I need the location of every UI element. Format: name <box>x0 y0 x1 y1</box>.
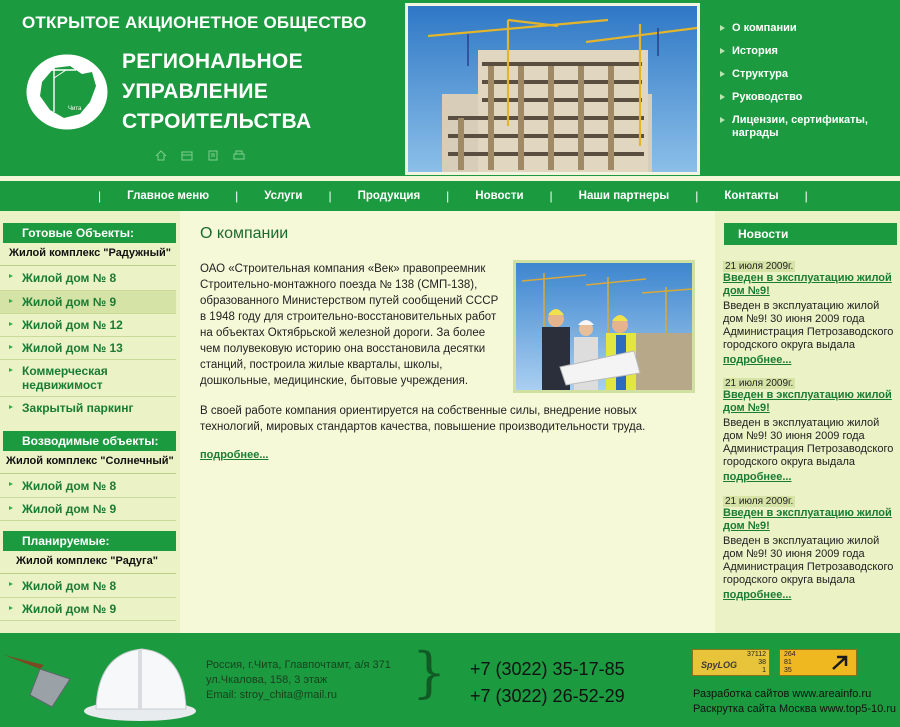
site-footer <box>0 633 900 727</box>
phone-number[interactable]: +7 (3022) 35-17-85 <box>470 659 625 679</box>
phone-number[interactable]: +7 (3022) 26-52-29 <box>470 686 625 706</box>
nav-item-products[interactable]: Продукция <box>357 190 421 202</box>
sitemap-icon[interactable] <box>181 150 193 161</box>
company-name-line: СТРОИТЕЛЬСТВА <box>122 110 312 133</box>
top-menu-item-history[interactable]: История <box>720 45 870 58</box>
news-date: 21 июля 2009г. <box>725 378 794 389</box>
nav-item-services[interactable]: Услуги <box>264 190 303 202</box>
nav-item-contacts[interactable]: Контакты <box>724 190 779 202</box>
sidebar-complex-title[interactable]: Жилой комплекс "Радужный" <box>0 243 176 266</box>
nav-item-main-menu[interactable]: Главное меню <box>127 190 210 202</box>
news-heading: Новости <box>724 223 897 245</box>
logo-caption: Чита <box>68 106 82 112</box>
sidebar-item[interactable]: Жилой дом № 9 <box>0 598 176 621</box>
news-text: Введен в эксплуатацию жилой дом №9! 30 июня 2009 года Администрация Петрозаводского городского округа выдала <box>723 300 894 351</box>
news-read-more-link[interactable]: подробнее... <box>723 471 792 483</box>
news-title-link[interactable]: Введен в эксплуатацию жилой дом №9! <box>723 272 892 297</box>
credit-link[interactable]: Разработка сайтов www.areainfo.ru <box>693 688 872 700</box>
spylog-counter[interactable] <box>692 649 770 676</box>
team-photo <box>513 260 695 393</box>
sidebar-item[interactable]: Жилой дом № 12 <box>0 314 176 337</box>
nav-item-news[interactable]: Новости <box>475 190 524 202</box>
page-title: О компании <box>200 225 289 242</box>
bookmark-icon[interactable] <box>207 150 219 161</box>
counter-value: 264 <box>784 651 796 658</box>
sidebar-section-title: Планируемые: <box>3 531 176 551</box>
sidebar-complex-title[interactable]: Жилой комплекс "Солнечный" <box>0 451 176 474</box>
company-paragraph: В своей работе компания ориентируется на собственные силы, внедрение новых технологий, мировых стандартов качества, повышение производительности труда. <box>200 405 646 433</box>
read-more-link[interactable]: подробнее... <box>200 449 269 461</box>
sidebar-item[interactable]: Жилой дом № 8 <box>0 574 176 598</box>
news-date: 21 июля 2009г. <box>725 261 794 272</box>
company-logo[interactable] <box>24 52 110 132</box>
nav-separator: | <box>549 189 553 203</box>
hero-construction-photo <box>405 3 700 175</box>
news-item <box>723 258 895 366</box>
top-menu-item-about[interactable]: О компании <box>720 22 870 35</box>
news-read-more-link[interactable]: подробнее... <box>723 589 792 601</box>
nav-item-partners[interactable]: Наши партнеры <box>578 190 670 202</box>
nav-separator: | <box>695 189 699 203</box>
news-item <box>723 375 895 483</box>
company-name-line: РЕГИОНАЛЬНОЕ <box>122 50 303 73</box>
main-content <box>180 211 715 633</box>
contact-address <box>206 658 391 703</box>
news-text: Введен в эксплуатацию жилой дом №9! 30 июня 2009 года Администрация Петрозаводского городского округа выдала <box>723 417 894 468</box>
site-header <box>0 0 900 176</box>
counter-value: 35 <box>784 667 792 674</box>
left-sidebar <box>0 211 180 633</box>
company-type: ОТКРЫТОЕ АКЦИОНЕТНОЕ ОБЩЕСТВО <box>22 13 367 32</box>
arrow-icon <box>830 654 850 672</box>
nav-separator: | <box>328 189 332 203</box>
counter-value: 38 <box>758 659 766 666</box>
sidebar-section-title: Возводимые объекты: <box>3 431 176 451</box>
site-credits <box>693 687 896 717</box>
top-menu-item-management[interactable]: Руководство <box>720 91 870 104</box>
credit-link[interactable]: Раскрутка сайта Москва www.top5-10.ru <box>693 703 897 715</box>
top-menu-item-structure[interactable]: Структура <box>720 68 870 81</box>
construction-tools-illustration <box>0 633 200 727</box>
nav-separator: | <box>446 189 450 203</box>
top-menu-item-licenses[interactable]: Лицензии, сертификаты, награды <box>720 114 870 140</box>
nav-separator: | <box>235 189 239 203</box>
sidebar-item[interactable]: Жилой дом № 8 <box>0 474 176 498</box>
top-counter[interactable] <box>779 649 857 676</box>
address-line: ул.Чкалова, 158, 3 этаж <box>206 674 328 686</box>
sidebar-item[interactable]: Закрытый паркинг <box>0 397 176 419</box>
main-nav <box>0 181 900 211</box>
sidebar-item[interactable]: Жилой дом № 13 <box>0 337 176 360</box>
news-title-link[interactable]: Введен в эксплуатацию жилой дом №9! <box>723 507 892 532</box>
counter-value: 1 <box>762 667 766 674</box>
print-icon[interactable] <box>233 150 245 161</box>
sidebar-item[interactable]: Жилой дом № 9 <box>0 498 176 521</box>
email-link[interactable]: Email: stroy_chita@mail.ru <box>206 689 337 701</box>
counter-logo: SpyLOG <box>701 660 738 670</box>
news-title-link[interactable]: Введен в эксплуатацию жилой дом №9! <box>723 389 892 414</box>
address-line: Россия, г.Чита, Главпочтамт, а/я 371 <box>206 659 391 671</box>
sidebar-item[interactable]: Жилой дом № 8 <box>0 266 176 291</box>
company-name-line: УПРАВЛЕНИЕ <box>122 80 269 103</box>
news-date: 21 июля 2009г. <box>725 496 794 507</box>
sidebar-item[interactable]: Коммерческая недвижимост <box>0 360 150 396</box>
sidebar-section-title: Готовые Объекты: <box>3 223 176 243</box>
company-name <box>122 47 311 137</box>
news-text: Введен в эксплуатацию жилой дом №9! 30 июня 2009 года Администрация Петрозаводского городского округа выдала <box>723 535 894 586</box>
brace-decoration: } <box>412 641 447 704</box>
home-icon[interactable] <box>155 150 167 161</box>
top-menu <box>720 22 870 150</box>
sidebar-complex-title[interactable]: Жилой комплекс "Радуга" <box>0 551 176 574</box>
counter-value: 81 <box>784 659 792 666</box>
news-item <box>723 493 895 601</box>
counter-value: 37112 <box>747 651 766 658</box>
phone-numbers <box>470 656 625 710</box>
news-read-more-link[interactable]: подробнее... <box>723 354 792 366</box>
intro-paragraph: ОАО «Строительная компания «Век» правопреемник Строительно-монтажного поезда № 138 (СМП-138), образованного Министерством путей сообщений СССР в 1948 году для строительно-восстановительных работ на объектах Октябрьской железной дороги. За более чем полувековую историю она восстановила десятки станций, построила жилые кварталы, школы, дошкольные, медицинские, бытовые учреждения. <box>200 263 499 387</box>
news-sidebar <box>715 211 900 633</box>
utility-icons <box>155 150 245 161</box>
sidebar-item-active[interactable]: Жилой дом № 9 <box>0 291 176 314</box>
nav-separator: | <box>804 189 808 203</box>
nav-separator: | <box>98 189 102 203</box>
